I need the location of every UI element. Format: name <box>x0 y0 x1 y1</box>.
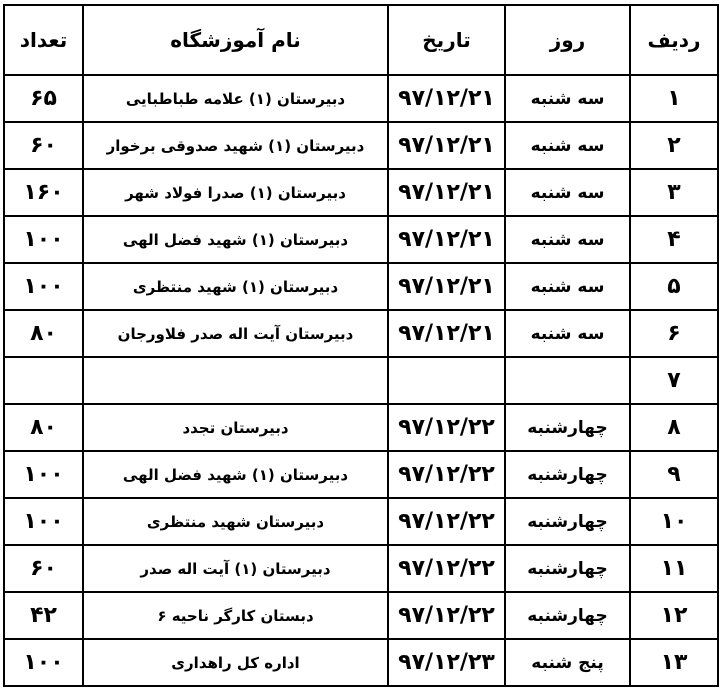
table-row <box>4 404 718 451</box>
cell-date: ۹۷/۱۲/۲۱ <box>388 122 505 169</box>
table-row <box>4 169 718 216</box>
cell-row-number: ۴ <box>630 216 718 263</box>
schedule-table <box>3 4 719 687</box>
table-row <box>4 451 718 498</box>
cell-day: پنج شنبه <box>505 639 630 686</box>
cell-count: ۱۰۰ <box>4 216 83 263</box>
cell-row-number: ۱۳ <box>630 639 718 686</box>
cell-day <box>505 357 630 404</box>
cell-row-number: ۱۰ <box>630 498 718 545</box>
header-school-name: نام آموزشگاه <box>83 5 388 75</box>
cell-count: ۶۰ <box>4 122 83 169</box>
cell-date: ۹۷/۱۲/۲۳ <box>388 639 505 686</box>
cell-count: ۱۶۰ <box>4 169 83 216</box>
table-body <box>4 75 718 686</box>
table-row <box>4 639 718 686</box>
cell-row-number: ۷ <box>630 357 718 404</box>
cell-school-name <box>83 357 388 404</box>
table-row <box>4 498 718 545</box>
cell-school-name: دبیرستان (۱) شهید فضل الهی <box>83 216 388 263</box>
cell-day: چهارشنبه <box>505 592 630 639</box>
cell-school-name: دبیرستان تجدد <box>83 404 388 451</box>
cell-date: ۹۷/۱۲/۲۱ <box>388 216 505 263</box>
cell-school-name: دبیرستان آیت اله صدر فلاورجان <box>83 310 388 357</box>
cell-school-name: دبیرستان (۱) شهید منتظری <box>83 263 388 310</box>
header-count: تعداد <box>4 5 83 75</box>
cell-day: سه شنبه <box>505 216 630 263</box>
cell-day: چهارشنبه <box>505 451 630 498</box>
cell-date: ۹۷/۱۲/۲۲ <box>388 451 505 498</box>
cell-row-number: ۸ <box>630 404 718 451</box>
cell-day: سه شنبه <box>505 122 630 169</box>
cell-day: سه شنبه <box>505 169 630 216</box>
cell-count <box>4 357 83 404</box>
cell-count: ۱۰۰ <box>4 263 83 310</box>
cell-day: چهارشنبه <box>505 404 630 451</box>
cell-row-number: ۱۲ <box>630 592 718 639</box>
table-row <box>4 263 718 310</box>
cell-date: ۹۷/۱۲/۲۲ <box>388 545 505 592</box>
cell-school-name: دبیرستان (۱) علامه طباطبایی <box>83 75 388 122</box>
cell-date: ۹۷/۱۲/۲۲ <box>388 498 505 545</box>
table-row <box>4 122 718 169</box>
cell-day: چهارشنبه <box>505 498 630 545</box>
cell-date: ۹۷/۱۲/۲۱ <box>388 169 505 216</box>
cell-date: ۹۷/۱۲/۲۱ <box>388 263 505 310</box>
cell-day: سه شنبه <box>505 263 630 310</box>
cell-row-number: ۱ <box>630 75 718 122</box>
header-day: روز <box>505 5 630 75</box>
table-row <box>4 216 718 263</box>
cell-date: ۹۷/۱۲/۲۲ <box>388 592 505 639</box>
cell-school-name: دبیرستان (۱) شهید صدوقی برخوار <box>83 122 388 169</box>
header-row-number: ردیف <box>630 5 718 75</box>
cell-school-name: اداره کل راهداری <box>83 639 388 686</box>
cell-school-name: دبستان کارگر ناحیه ۶ <box>83 592 388 639</box>
cell-row-number: ۶ <box>630 310 718 357</box>
cell-day: سه شنبه <box>505 75 630 122</box>
cell-count: ۱۰۰ <box>4 639 83 686</box>
cell-day: سه شنبه <box>505 310 630 357</box>
table-row <box>4 310 718 357</box>
cell-row-number: ۳ <box>630 169 718 216</box>
cell-school-name: دبیرستان (۱) آیت اله صدر <box>83 545 388 592</box>
cell-row-number: ۹ <box>630 451 718 498</box>
table-row <box>4 357 718 404</box>
cell-school-name: دبیرستان شهید منتظری <box>83 498 388 545</box>
cell-count: ۴۲ <box>4 592 83 639</box>
cell-date <box>388 357 505 404</box>
cell-count: ۱۰۰ <box>4 451 83 498</box>
cell-row-number: ۲ <box>630 122 718 169</box>
table-row <box>4 592 718 639</box>
cell-date: ۹۷/۱۲/۲۲ <box>388 404 505 451</box>
cell-school-name: دبیرستان (۱) صدرا فولاد شهر <box>83 169 388 216</box>
cell-row-number: ۵ <box>630 263 718 310</box>
cell-day: چهارشنبه <box>505 545 630 592</box>
cell-date: ۹۷/۱۲/۲۱ <box>388 310 505 357</box>
cell-school-name: دبیرستان (۱) شهید فضل الهی <box>83 451 388 498</box>
cell-count: ۱۰۰ <box>4 498 83 545</box>
header-row <box>4 5 718 75</box>
cell-count: ۸۰ <box>4 404 83 451</box>
cell-count: ۶۰ <box>4 545 83 592</box>
cell-count: ۸۰ <box>4 310 83 357</box>
table-row <box>4 75 718 122</box>
table-row <box>4 545 718 592</box>
cell-count: ۶۵ <box>4 75 83 122</box>
header-date: تاریخ <box>388 5 505 75</box>
cell-row-number: ۱۱ <box>630 545 718 592</box>
cell-date: ۹۷/۱۲/۲۱ <box>388 75 505 122</box>
